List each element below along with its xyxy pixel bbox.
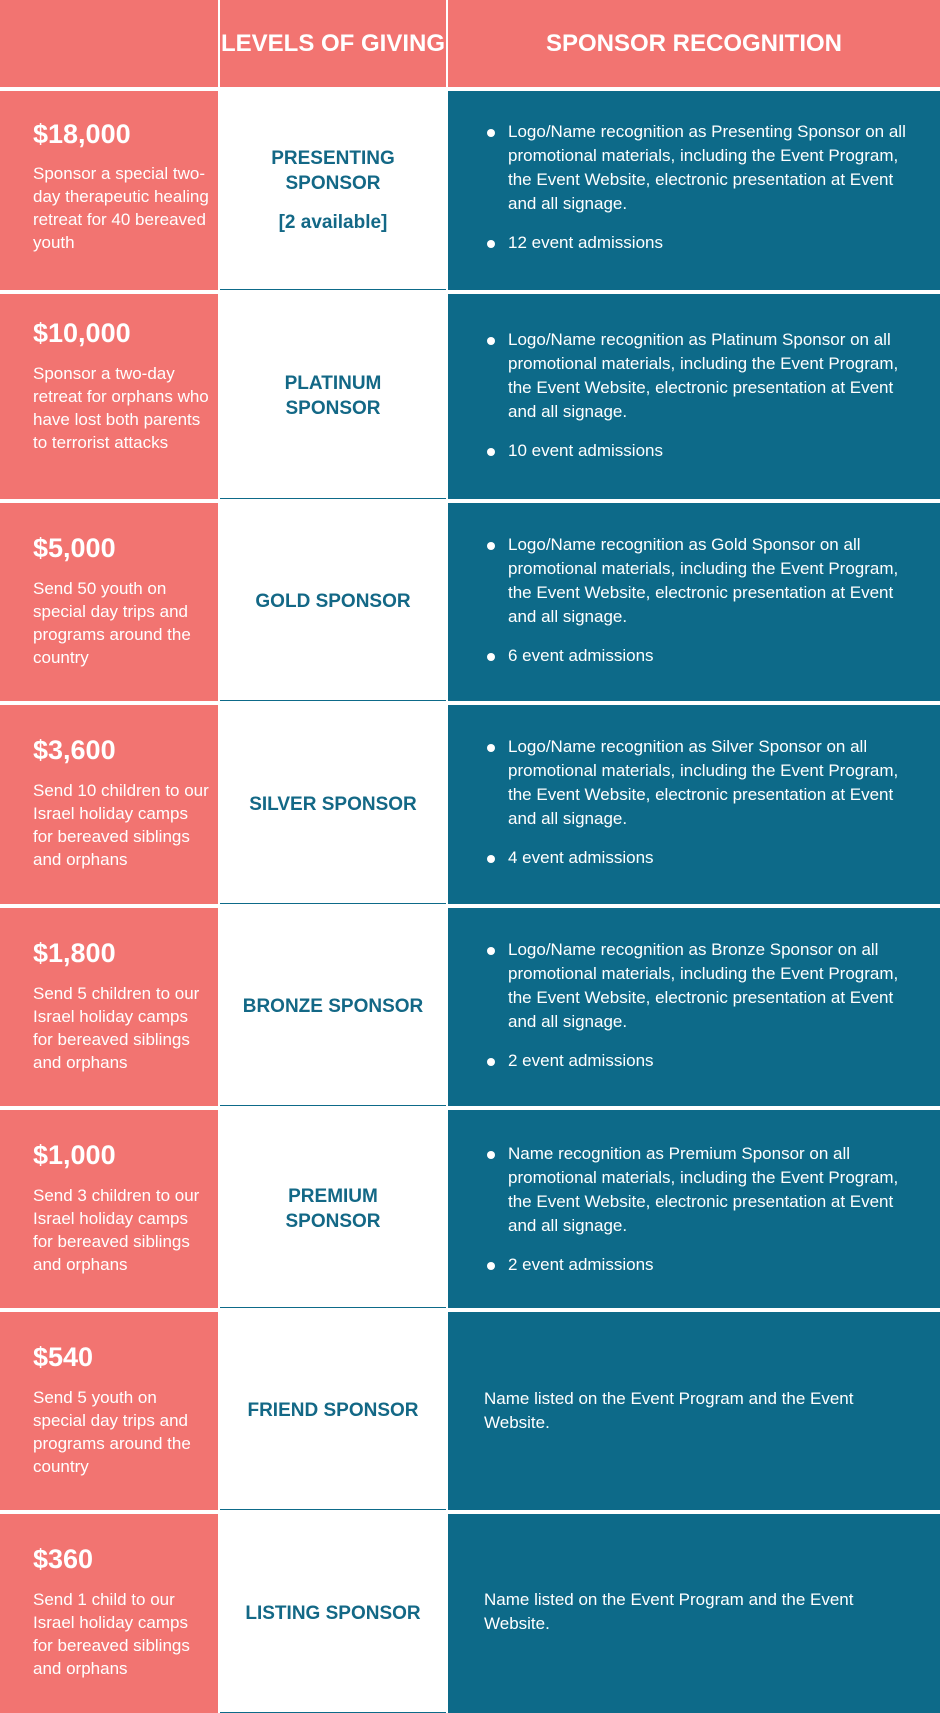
benefit-list	[486, 120, 920, 270]
recognition-cell	[448, 91, 940, 290]
level-cell	[220, 294, 446, 499]
amount-description: Sponsor a two-day retreat for orphans who have lost both parents to terrorist attacks	[33, 364, 209, 452]
amount: $360	[33, 1544, 94, 1574]
amount: $10,000	[33, 318, 131, 348]
level-cell	[220, 1312, 446, 1510]
table-row-premium	[0, 1110, 940, 1308]
recognition-cell	[448, 1110, 940, 1308]
amount-description: Sponsor a special two-day therapeutic healing retreat for 40 bereaved youth	[33, 164, 209, 252]
level-name: FRIEND SPONSOR	[247, 1400, 419, 1421]
amount-cell	[0, 1312, 218, 1510]
level-name: BRONZE SPONSOR	[242, 996, 424, 1017]
benefit-item: 6 event admissions	[486, 644, 920, 668]
table-row-gold	[0, 503, 940, 701]
benefit-item: Logo/Name recognition as Silver Sponsor on all promotional materials, including the Event Program, the Event Website, electronic presentation at Event and all signage.	[486, 735, 920, 831]
recognition-cell	[448, 908, 940, 1106]
level-cell	[220, 705, 446, 904]
level-name: LISTING SPONSOR	[245, 1602, 421, 1624]
benefit-list	[486, 328, 920, 478]
recognition-cell	[448, 294, 940, 499]
level-name: PLATINUM SPONSOR	[284, 373, 382, 419]
recognition-text: Name listed on the Event Program and the Event Website.	[484, 1590, 854, 1633]
amount-cell	[0, 1514, 218, 1713]
table-header	[0, 0, 940, 87]
table-row-presenting	[0, 91, 940, 290]
amount-description: Send 50 youth on special day trips and programs around the country	[33, 579, 191, 667]
benefit-item: Logo/Name recognition as Bronze Sponsor on all promotional materials, including the Event Program, the Event Website, electronic presentation at Event and all signage.	[486, 938, 920, 1034]
table-row-friend	[0, 1312, 940, 1510]
benefit-list	[486, 533, 920, 683]
table-row-bronze	[0, 908, 940, 1106]
amount: $5,000	[33, 533, 116, 563]
benefit-item: Logo/Name recognition as Gold Sponsor on all promotional materials, including the Event Program, the Event Website, electronic presentation at Event and all signage.	[486, 533, 920, 629]
recognition-cell	[448, 1312, 940, 1510]
benefit-list	[486, 735, 920, 885]
table-row-listing	[0, 1514, 940, 1713]
amount-description: Send 1 child to our Israel holiday camps for bereaved siblings and orphans	[33, 1590, 190, 1678]
level-cell	[220, 503, 446, 701]
amount: $18,000	[33, 119, 131, 149]
amount-cell	[0, 91, 218, 290]
amount-description: Send 3 children to our Israel holiday camps for bereaved siblings and orphans	[33, 1186, 200, 1274]
level-cell	[220, 1514, 446, 1713]
amount-description: Send 5 youth on special day trips and programs around the country	[33, 1388, 191, 1476]
amount: $3,600	[33, 735, 116, 765]
level-cell	[220, 1110, 446, 1308]
amount-description: Send 10 children to our Israel holiday camps for bereaved siblings and orphans	[33, 781, 209, 869]
recognition-cell	[448, 503, 940, 701]
recognition-cell	[448, 705, 940, 904]
amount: $1,800	[33, 938, 116, 968]
level-cell	[220, 908, 446, 1106]
benefit-item: 10 event admissions	[486, 439, 920, 463]
benefit-item: Name recognition as Premium Sponsor on all promotional materials, including the Event Program, the Event Website, electronic presentation at Event and all signage.	[486, 1142, 920, 1238]
table-row-platinum	[0, 294, 940, 499]
amount: $540	[33, 1342, 94, 1372]
benefit-item: 2 event admissions	[486, 1253, 920, 1277]
benefit-item: Logo/Name recognition as Presenting Sponsor on all promotional materials, including the Event Program, the Event Website, electronic presentation at Event and all signage.	[486, 120, 920, 216]
header-levels-of-giving: LEVELS OF GIVING	[220, 0, 446, 87]
benefit-item: 4 event admissions	[486, 846, 920, 870]
amount-cell	[0, 1110, 218, 1308]
level-cell	[220, 91, 446, 290]
benefit-list	[486, 938, 920, 1088]
header-amount-cell	[0, 0, 218, 87]
level-name: PREMIUM SPONSOR	[285, 1185, 381, 1232]
benefit-list	[486, 1142, 920, 1292]
amount: $1,000	[33, 1140, 116, 1170]
benefit-item: 2 event admissions	[486, 1049, 920, 1073]
benefit-item: Logo/Name recognition as Platinum Sponsor on all promotional materials, including the Event Program, the Event Website, electronic presentation at Event and all signage.	[486, 328, 920, 424]
level-availability: [2 available]	[278, 211, 388, 233]
level-name: GOLD SPONSOR	[255, 591, 411, 612]
recognition-cell	[448, 1514, 940, 1713]
level-name: PRESENTING SPONSOR	[271, 147, 395, 194]
table-row-silver	[0, 705, 940, 904]
benefit-item: 12 event admissions	[486, 231, 920, 255]
header-sponsor-recognition: SPONSOR RECOGNITION	[448, 0, 940, 87]
amount-cell	[0, 294, 218, 499]
level-name: SILVER SPONSOR	[249, 793, 417, 815]
amount-description: Send 5 children to our Israel holiday camps for bereaved siblings and orphans	[33, 984, 200, 1072]
amount-cell	[0, 503, 218, 701]
amount-cell	[0, 908, 218, 1106]
recognition-text: Name listed on the Event Program and the Event Website.	[484, 1389, 854, 1432]
amount-cell	[0, 705, 218, 904]
